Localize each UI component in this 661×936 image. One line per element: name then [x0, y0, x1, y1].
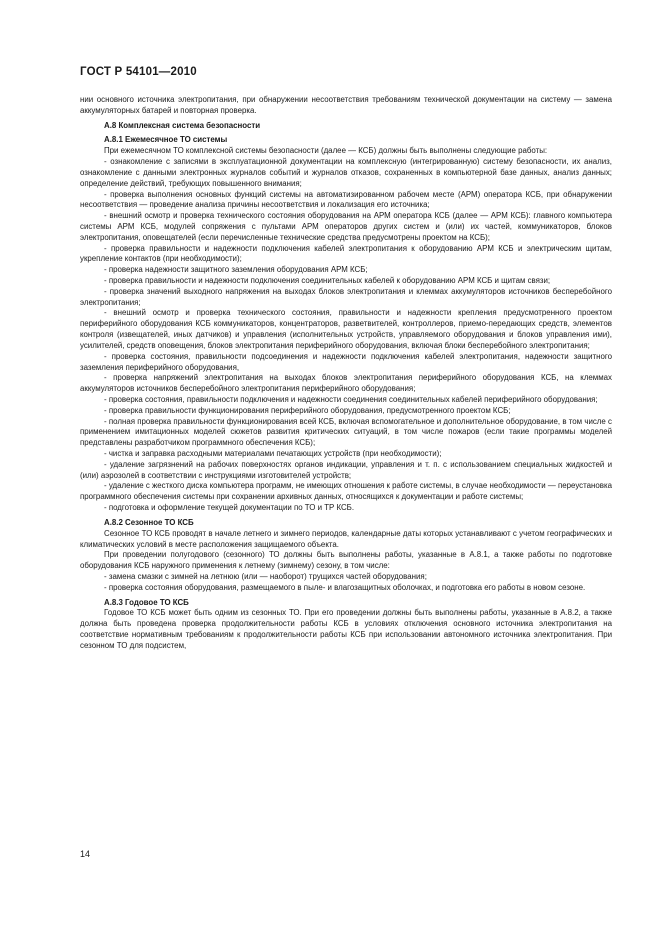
paragraph: - проверка правильности и надежности подключения соединительных кабелей к оборудованию АРМ КСБ и щитам связи;: [104, 276, 551, 285]
paragraph: - ознакомление с записями в эксплуатационной документации на комплексную (интегрированную) систему безопасности, их анализ, ознакомление с данными электронных журналов событий и журналов отказов, сохраненных в компьютерной базе данных, анализ данных; определение действий, требующих повышенного внимания;: [80, 157, 612, 188]
paragraph: При ежемесячном ТО комплексной системы безопасности (далее — КСБ) должны быть выполнены следующие работы:: [104, 146, 548, 156]
section-heading: А.8 Комплексная система безопасности: [104, 120, 261, 130]
paragraph: - проверка значений выходного напряжения на выходах блоков электропитания и клеммах аккумуляторов источников бесперебойного электропитания;: [80, 286, 612, 307]
paragraph: - проверка правильности функционирования периферийного оборудования, предусмотренного проектом КСБ;: [104, 405, 511, 415]
section-heading: А.8.1 Ежемесячное ТО системы: [104, 135, 228, 145]
paragraph: - проверка состояния, правильности подсоединения и надежности подключения кабелей электропитания, надежности защитного заземления периферийного оборудования,: [80, 351, 612, 372]
page-number: 14: [80, 849, 91, 859]
section-heading: А.8.3 Годовое ТО КСБ: [104, 597, 189, 607]
paragraph: При проведении полугодового (сезонного) ТО должны быть выполнены работы, указанные в А.8.1, а также работы по подготовке оборудования КСБ наружного применения к летнему (зимнему) сезону, в том числе:: [80, 550, 612, 571]
paragraph: - внешний осмотр и проверка технического состояния, правильности и надежности крепления предусмотренного проектом периферийного оборудования КСБ коммуникаторов, концентраторов, разветвителей, контроллеров, приемо-передающих средств, элементов контроля (извещателей, иных датчиков) и управления (исполнительных устройств, управляемого оборудования и блоков управления ими), усилителей, средств оповещения, блоков электропитания периферийного оборудования, включая блоки бесперебойного электропитания;: [80, 308, 612, 350]
paragraph: - проверка состояния, правильности подключения и надежности соединения соединительных кабелей периферийного оборудования;: [104, 394, 598, 404]
paragraph: Годовое ТО КСБ может быть одним из сезонных ТО. При его проведении должны быть выполнены работы, указанные в А.8.2, а также должна быть проведена проверка продолжительности работы КСБ в условиях отключения основного источника электропитания на соответствие нормативным требованиям к продолжительности работы КСБ при использовании автономного источника электропитания. При сезонном ТО для подсистем,: [80, 608, 612, 650]
paragraph: нии основного источника электропитания, при обнаружении несоответствия требованиям технической документации на систему — замена аккумуляторных батарей и повторная проверка.: [80, 95, 612, 115]
paragraph: - удаление с жесткого диска компьютера программ, не имеющих отношения к работе системы, в случае необходимости — переустановка программного обеспечения системы при сохранении архивных данных, относящихся к документации и работе системы;: [80, 481, 612, 502]
paragraph: - внешний осмотр и проверка технического состояния оборудования на АРМ оператора КСБ (далее — АРМ КСБ): главного компьютера системы АРМ КСБ, модулей сопряжения с пультами АРМ операторов других систем и (или) их частей, коммуникаторов, блоков электропитания, оповещателей (если перечисленные технические средства предусмотрены проектом на КСБ);: [80, 211, 612, 242]
paragraph: - проверка состояния оборудования, размещаемого в пыле- и влагозащитных оболочках, и подготовка его работы в новом сезоне.: [104, 582, 586, 592]
document-header: ГОСТ Р 54101—2010: [80, 66, 197, 78]
paragraph: - проверка правильности и надежности подключения кабелей электропитания к оборудованию АРМ КСБ и электрическим щитам, укрепление контактов (при необходимости);: [80, 243, 612, 264]
section-heading: А.8.2 Сезонное ТО КСБ: [104, 517, 194, 527]
paragraph: - полная проверка правильности функционирования всей КСБ, включая вспомогательное и дополнительное оборудование, в том числе с применением имитационных моделей сюжетов развития критических ситуаций, в том числе пожаров (если такие программы моделей представлены разработчиком программного обеспечения КСБ);: [80, 416, 612, 448]
paragraph: - проверка надежности защитного заземления оборудования АРМ КСБ;: [104, 265, 368, 275]
paragraph: - проверка выполнения основных функций системы на автоматизированном рабочем месте (АРМ) оператора КСБ, при обнаружении несоответствия — проведение анализа причины несоответствия и локализация его источника;: [80, 189, 612, 210]
paragraph: - чистка и заправка расходными материалами печатающих устройств (при необходимости);: [104, 449, 442, 458]
paragraph: - замена смазки с зимней на летнюю (или — наоборот) трущихся частей оборудования;: [104, 571, 427, 581]
paragraph: - удаление загрязнений на рабочих поверхностях органов индикации, управления и т. п. с использованием специальных жидкостей и (или) аэрозолей в соответствии с инструкциями изготовителей устройств;: [80, 459, 612, 480]
paragraph: Сезонное ТО КСБ проводят в начале летнего и зимнего периодов, календарные даты которых устанавливают с учетом географических и климатических условий в месте расположения защищаемого объекта.: [80, 528, 612, 549]
document-body: [80, 95, 612, 652]
paragraph: - проверка напряжений электропитания на выходах блоков электропитания периферийного оборудования КСБ, на клеммах аккумуляторов источников бесперебойного электропитания периферийного оборудования;: [80, 373, 612, 394]
paragraph: - подготовка и оформление текущей документации по ТО и ТР КСБ.: [104, 503, 355, 513]
